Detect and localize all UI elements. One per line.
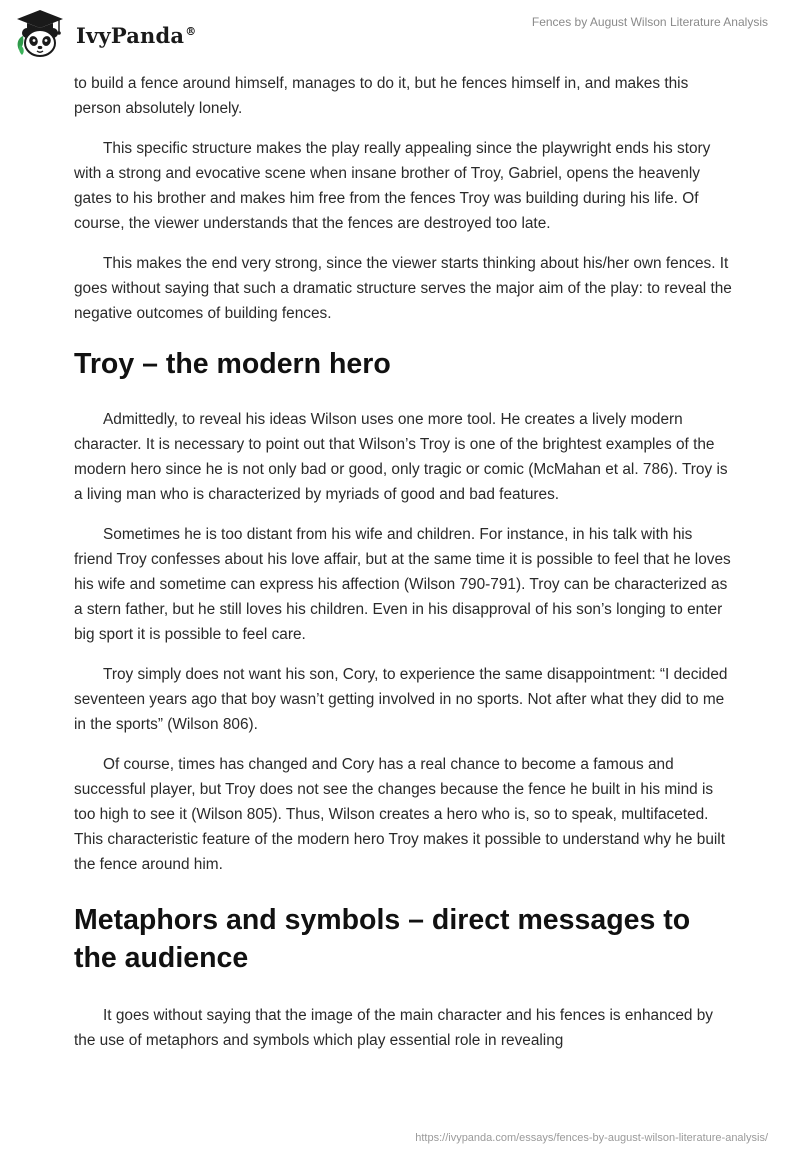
registered-mark: ® bbox=[185, 24, 197, 38]
paragraph-distant-father: Sometimes he is too distant from his wife and children. For instance, in his talk with his friend Troy confesses about his love affair, but at the same time it is possible to feel that he loves his wife and sometime can express his affection (Wilson 790-791). Troy can be characterized as a stern father, but he still loves his children. Even in his disapproval of his son’s longing to enter big sport it is possible to feel care. bbox=[74, 526, 731, 643]
paragraph-lively-character: Admittedly, to reveal his ideas Wilson uses one more tool. He creates a lively modern character. It is necessary to point out that Wilson’s Troy is one of the brightest examples of the modern hero since he is not only bad or good, only tragic or comic (McMahan et al. 786). Troy is a living man who is characterized by myriads of good and bad features. bbox=[74, 411, 728, 503]
section-heading-metaphors: Metaphors and symbols – direct messages to the audience bbox=[74, 904, 691, 974]
page-header bbox=[0, 0, 800, 70]
paragraph-multifaceted: Of course, times has changed and Cory has a real chance to become a famous and successful player, but Troy does not see the changes because the fence he built in his mind is too high to see it (Wilson 805). Thus, Wilson creates a hero who is, so to speak, multifaceted. This characteristic feature of the modern hero Troy makes it possible to understand why he built the fence around him. bbox=[74, 756, 726, 873]
ivypanda-logo[interactable] bbox=[14, 8, 196, 60]
brand-name bbox=[76, 23, 196, 48]
paragraph-continuation: to build a fence around himself, manages to do it, but he fences himself in, and makes this person absolutely lonely. bbox=[74, 75, 689, 117]
article-body bbox=[74, 71, 734, 1068]
document-title: Fences by August Wilson Literature Analysis bbox=[531, 15, 768, 29]
source-url[interactable]: https://ivypanda.com/essays/fences-by-august-wilson-literature-analysis/ bbox=[415, 1132, 768, 1144]
panda-graduate-icon bbox=[14, 8, 70, 60]
paragraph-metaphors: It goes without saying that the image of the main character and his fences is enhanced by the use of metaphors and symbols which play essential role in revealing bbox=[74, 1007, 714, 1049]
paragraph-structure: This specific structure makes the play really appealing since the playwright ends his story with a strong and evocative scene when insane brother of Troy, Gabriel, opens the heavenly gates to his brother and makes him free from the fences Troy was building during his life. Of course, the viewer understands that the fences are destroyed too late. bbox=[74, 140, 711, 232]
paragraph-quote: Troy simply does not want his son, Cory, to experience the same disappointment: “I decided seventeen years ago that boy wasn’t getting involved in no sports. Not after what they did to me in the sports” (Wilson 806). bbox=[74, 666, 728, 733]
brand-name-text: IvyPanda bbox=[76, 22, 185, 48]
section-heading-modern-hero: Troy – the modern hero bbox=[74, 348, 391, 380]
paragraph-ending: This makes the end very strong, since the viewer starts thinking about his/her own fences. It goes without saying that such a dramatic structure serves the major aim of the play: to reveal the negative outcomes of building fences. bbox=[74, 255, 732, 322]
